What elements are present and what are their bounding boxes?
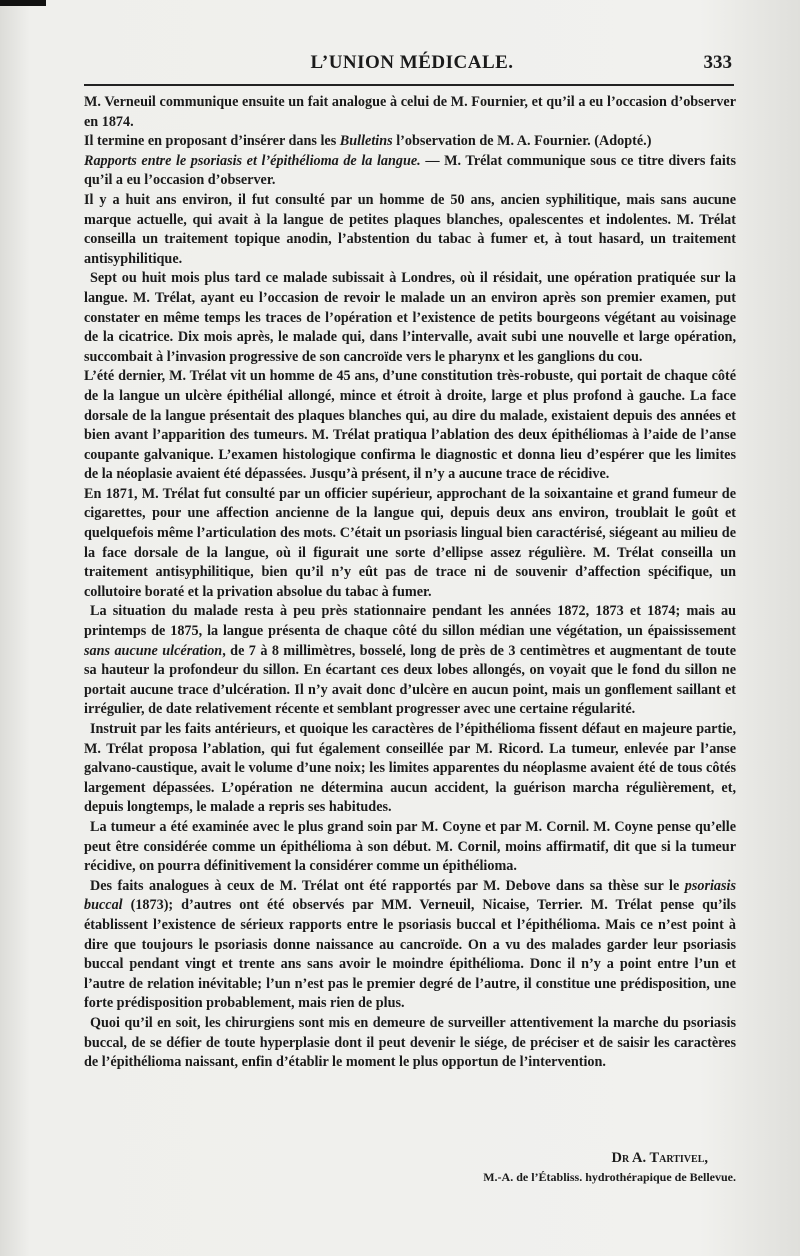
section-paragraph: Rapports entre le psoriasis et l’épithélioma de la langue. — M. Trélat communique sous ce titre divers faits qu’il a eu l’occasion d’observer. [84,152,737,189]
paragraph: M. Verneuil communique ensuite un fait analogue à celui de M. Fournier, et qu’il a eu l’occasion d’observer en 1874. [84,94,736,130]
paragraph: L’été dernier, M. Trélat vit un homme de 45 ans, d’une constitution très-robuste, qui portait de chaque côté de la langue un ulcère épithélial allongé, mince et étroit à droite, large et plus profond à gauche. La face dorsale de la langue présentait des plaques blanches qui, au dire du malade, existaient depuis des années et bien avant l’apparition des tumeurs. M. Trélat pratiqua l’ablation des deux épithéliomas à l’aide de l’anse coupante galvanique. L’examen histologique confirma le diagnostic et donna lieu d’espérer que les limites de la néoplasie avaient été dépassées. Jusqu’à présent, il n’y a aucune trace de récidive. [84,368,736,483]
author-affiliation: M.-A. de l’Établiss. hydrothérapique de Bellevue. [483,1170,736,1184]
section-heading: Rapports entre le psoriasis et l’épithélioma de la langue. [84,152,421,169]
paragraph: Quoi qu’il en soit, les chirurgiens sont mis en demeure de surveiller attentivement la marche du psoriasis buccal, de se défier de toute hyperplasie dont il peut devenir le siége, de préciser et de saisir les caractères de l’épithélioma naissant, enfin d’établir le moment le plus opportun de l’intervention. [84,1014,736,1071]
author-name: Dr A. Tartivel, [611,1150,708,1166]
paragraph: En 1871, M. Trélat fut consulté par un officier supérieur, approchant de la soixantaine et grand fumeur de cigarettes, pour une affection ancienne de la langue qui, depuis deux ans environ, troublait le goût et quelquefois même l’articulation des mots. C’était un psoriasis lingual bien caractérisé, siégeant au milieu de la face dorsale de la langue, où il figurait une sorte d’ellipse assez régulière. M. Trélat conseilla un traitement antisyphilitique, bien qu’il n’y eût pas de trace ni de souvenir d’affection spécifique, un collutoire boraté et la privation absolue du tabac à fumer. [84,485,736,600]
paragraph: Instruit par les faits antérieurs, et quoique les caractères de l’épithélioma fissent défaut en majeure partie, M. Trélat proposa l’ablation, qui fut également conseillée par M. Ricord. La tumeur, enlevée par l’anse galvano-caustique, avait le volume d’une noix; les limites apparentes du néoplasme avaient été de tous côtés largement dépassées. L’opération ne détermina aucun accident, la guérison marcha régulièrement, et, depuis longtemps, le malade a repris ses habitudes. [84,721,736,816]
header-rule [84,84,734,86]
paragraph: La tumeur a été examinée avec le plus grand soin par M. Coyne et par M. Cornil. M. Coyne pense qu’elle peut être considérée comme un épithélioma à son début. M. Cornil, moins affirmatif, dit que si la tumeur récidive, on pourra définitivement la considérer comme un épithélioma. [84,818,736,875]
running-title: L’UNION MÉDICALE. [310,52,514,73]
article-body [84,93,736,1073]
scan-corner-mark [0,0,46,6]
paragraph: Sept ou huit mois plus tard ce malade subissait à Londres, où il résidait, une opération pratiquée sur la langue. M. Trélat, ayant eu l’occasion de revoir le malade un an environ après son premier examen, put constater en même temps les traces de l’opération et l’existence de petits bourgeons végétant au voisinage de la cicatrice. Dix mois après, le malade qui, dans l’intervalle, avait subi une nouvelle et large opération, succombait à l’invasion progressive de son cancroïde vers le pharynx et les ganglions du cou. [84,270,736,365]
paragraph: Des faits analogues à ceux de M. Trélat ont été rapportés par M. Debove dans sa thèse sur le psoriasis buccal (1873); d’autres ont été observés par MM. Verneuil, Nicaise, Terrier. M. Trélat pense qu’ils établissent l’existence de sérieux rapports entre le psoriasis buccal et l’épithélioma. Mais ce n’est point à dire que toujours le psoriasis donne naissance au cancroïde. On a vu des malades garder leur psoriasis buccal pendant vingt et trente ans sans avoir le moindre épithélioma. Donc il n’y a point entre l’un et l’autre de relation inévitable; l’un n’est pas le premier degré de l’autre, il constitue une prédisposition, une forte prédisposition probablement, mais rien de plus. [84,877,736,1012]
page-number: 333 [703,52,732,73]
page-header [84,52,740,82]
paragraph: Il termine en proposant d’insérer dans les Bulletins l’observation de M. A. Fournier. (Adopté.) [84,133,652,150]
signature-block [84,1148,736,1186]
paragraph: Il y a huit ans environ, il fut consulté par un homme de 50 ans, ancien syphilitique, mais sans aucune marque actuelle, qui avait à la langue de petites plaques blanches, opalescentes et indolentes. M. Trélat conseilla un traitement topique anodin, l’abstention du tabac à fumer et, à tout hasard, un traitement antisyphilitique. [84,191,736,267]
paragraph: La situation du malade resta à peu près stationnaire pendant les années 1872, 1873 et 1874; mais au printemps de 1875, la langue présenta de chaque côté du sillon médian une végétation, un épaississement sans aucune ulcération, de 7 à 8 millimètres, bosselé, long de près de 3 centimètres et augmentant de toute sa hauteur la profondeur du sillon. En écartant ces deux lobes allongés, on voyait que le fond du sillon ne portait aucune trace d’ulcération. Il n’y avait donc d’ulcère en aucun point, mais un gonflement saillant et irrégulier, de date relativement récente et semblant progresser avec une certaine régularité. [84,603,736,718]
